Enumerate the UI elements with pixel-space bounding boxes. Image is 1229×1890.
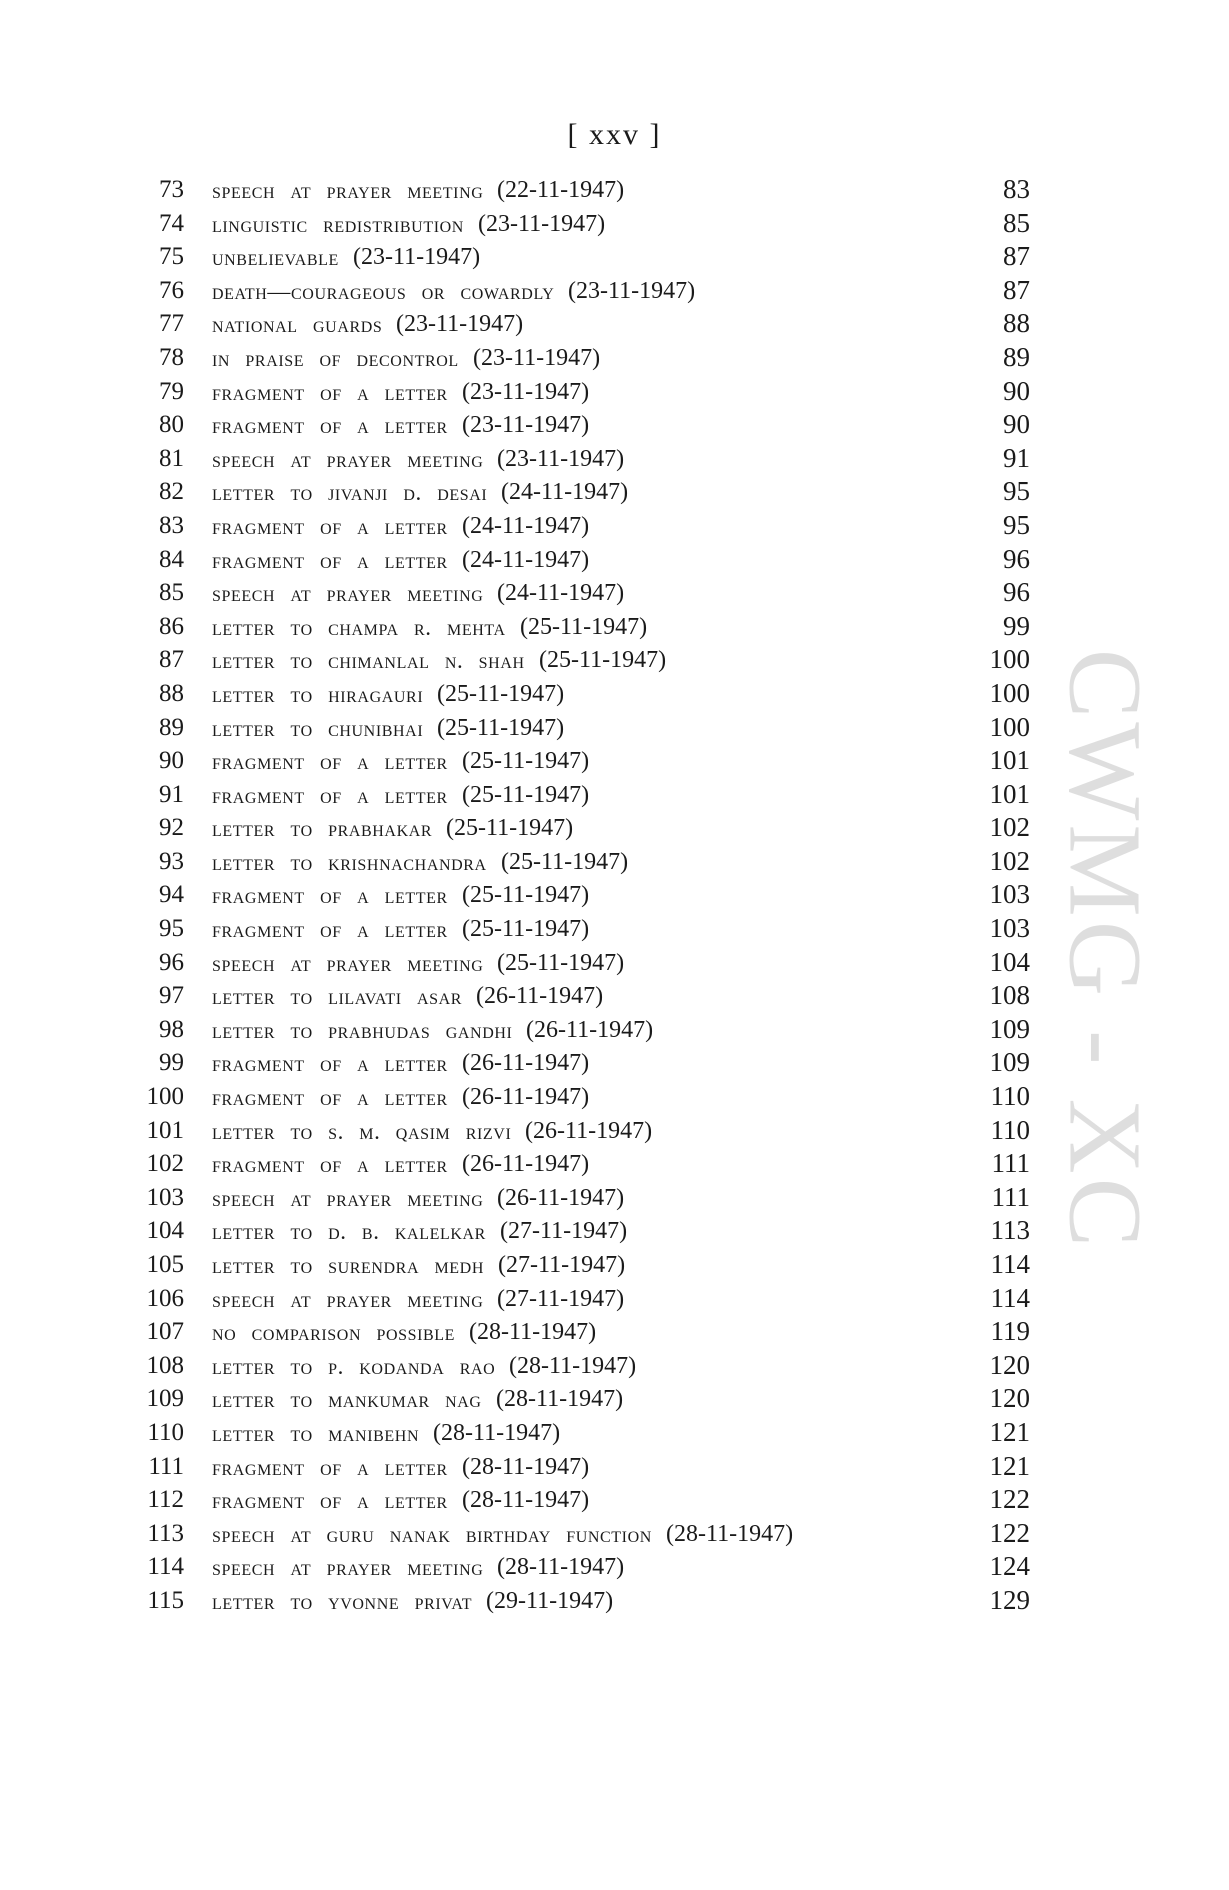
entry-title: fragment of a letter: [212, 749, 448, 775]
entry-number: 88: [159, 679, 184, 707]
entry-page-number: 99: [1003, 610, 1030, 641]
toc-entry: [0, 173, 1229, 207]
entry-page-number: 114: [990, 1282, 1030, 1313]
entry-title: speech at prayer meeting: [212, 1286, 484, 1312]
toc-entry: [0, 1349, 1229, 1383]
entry-date: (25-11-1947): [462, 781, 590, 808]
entry-title: linguistic redistribution: [212, 211, 464, 237]
entry-number: 112: [147, 1486, 184, 1514]
entry-date: (26-11-1947): [462, 1151, 590, 1178]
entry-number: 105: [146, 1251, 184, 1278]
entry-number: 90: [159, 747, 184, 775]
entry-page-number: 87: [1003, 274, 1030, 305]
entry-number: 77: [159, 310, 184, 338]
entry-number: 87: [159, 646, 184, 674]
entry-page-number: 122: [989, 1517, 1030, 1548]
entry-date: (23-11-1947): [478, 210, 606, 237]
entry-date: (28-11-1947): [469, 1319, 597, 1346]
entry-number: 103: [146, 1183, 184, 1211]
entry-number: 115: [147, 1586, 184, 1614]
entry-page-number: 109: [989, 1013, 1030, 1044]
toc-entry: [0, 1248, 1229, 1282]
entry-title: fragment of a letter: [212, 782, 448, 808]
entry-date: (25-11-1947): [462, 748, 590, 775]
entry-number: 92: [159, 814, 184, 842]
toc-entry: [0, 912, 1229, 946]
entry-page-number: 103: [989, 913, 1030, 944]
entry-date: (27-11-1947): [500, 1218, 628, 1245]
entry-title: letter to chunibhai: [212, 715, 424, 741]
entry-page-number: 102: [989, 812, 1030, 843]
entry-title: fragment of a letter: [212, 1051, 448, 1077]
entry-date: (26-11-1947): [462, 1050, 590, 1077]
entry-number: 89: [159, 713, 184, 741]
entry-title: in praise of decontrol: [212, 345, 459, 371]
entry-number: 79: [159, 377, 184, 405]
entry-page-number: 95: [1003, 476, 1030, 507]
entry-number: 113: [147, 1519, 184, 1547]
entry-page-number: 100: [989, 644, 1030, 675]
toc-entry: [0, 711, 1229, 745]
entry-page-number: 102: [989, 845, 1030, 876]
toc-entry: [0, 677, 1229, 711]
entry-title: letter to krishnachandra: [212, 849, 487, 875]
entry-page-number: 85: [1003, 207, 1030, 238]
entry-date: (29-11-1947): [486, 1587, 614, 1614]
entry-number: 96: [159, 948, 184, 976]
toc-entry: [0, 576, 1229, 610]
entry-page-number: 101: [989, 778, 1030, 809]
entry-page-number: 129: [989, 1584, 1030, 1615]
entry-number: 80: [159, 411, 184, 439]
toc-entry: [0, 643, 1229, 677]
toc-entry: [0, 1416, 1229, 1450]
entry-number: 81: [159, 444, 184, 472]
entry-number: 100: [146, 1083, 184, 1111]
entry-title: fragment of a letter: [212, 1454, 448, 1480]
entry-date: (25-11-1947): [462, 882, 590, 909]
entry-title: fragment of a letter: [212, 379, 448, 405]
entry-page-number: 124: [989, 1551, 1030, 1582]
entry-page-number: 119: [990, 1316, 1030, 1347]
entry-page-number: 100: [989, 711, 1030, 742]
entry-title: fragment of a letter: [212, 1152, 448, 1178]
entry-title: letter to mankumar nag: [212, 1387, 482, 1413]
toc-entry: [0, 1046, 1229, 1080]
entry-title: fragment of a letter: [212, 917, 448, 943]
entry-date: (26-11-1947): [462, 1084, 590, 1111]
entry-title: letter to chimanlal n. shah: [212, 648, 525, 674]
entry-page-number: 109: [989, 1047, 1030, 1078]
toc-entry: [0, 240, 1229, 274]
toc-entry: [0, 1282, 1229, 1316]
entry-page-number: 87: [1003, 241, 1030, 272]
toc-entry: [0, 845, 1229, 879]
entry-title: no comparison possible: [212, 1320, 456, 1346]
entry-number: 101: [146, 1116, 184, 1144]
entry-number: 111: [148, 1452, 184, 1480]
entry-page-number: 91: [1003, 442, 1030, 473]
entry-title: national guards: [212, 312, 383, 338]
entry-number: 76: [159, 276, 184, 304]
toc-entry: [0, 1382, 1229, 1416]
table-of-contents: [0, 173, 1229, 1618]
entry-number: 110: [147, 1418, 184, 1446]
entry-date: (28-11-1947): [462, 1487, 590, 1514]
entry-number: 74: [159, 209, 184, 237]
entry-title: letter to surendra medh: [212, 1253, 484, 1278]
entry-date: (28-11-1947): [462, 1453, 590, 1480]
entry-page-number: 113: [990, 1215, 1030, 1246]
entry-page-number: 83: [1003, 174, 1030, 204]
entry-page-number: 90: [1003, 375, 1030, 406]
entry-number: 73: [159, 176, 184, 203]
toc-entry: [0, 375, 1229, 409]
entry-page-number: 96: [1003, 543, 1030, 574]
entry-date: (25-11-1947): [539, 647, 667, 674]
entry-date: (27-11-1947): [497, 1285, 625, 1312]
entry-title: letter to prabhakar: [212, 816, 433, 842]
entry-number: 114: [147, 1553, 184, 1581]
page-number-header: [ xxv ]: [567, 118, 662, 151]
entry-date: (23-11-1947): [473, 344, 601, 371]
toc-entry: [0, 207, 1229, 241]
entry-number: 78: [159, 343, 184, 371]
entry-number: 97: [159, 982, 184, 1010]
entry-date: (24-11-1947): [462, 512, 590, 539]
toc-entry: [0, 1147, 1229, 1181]
entry-page-number: 89: [1003, 341, 1030, 372]
entry-title: fragment of a letter: [212, 1488, 448, 1514]
entry-page-number: 111: [991, 1148, 1030, 1179]
entry-date: (25-11-1947): [497, 949, 625, 976]
entry-page-number: 88: [1003, 308, 1030, 339]
toc-entry: [0, 946, 1229, 980]
entry-date: (25-11-1947): [501, 848, 629, 875]
entry-number: 82: [159, 478, 184, 506]
entry-date: (26-11-1947): [525, 1117, 653, 1144]
entry-date: (28-11-1947): [433, 1419, 561, 1446]
entry-page-number: 90: [1003, 409, 1030, 440]
entry-number: 91: [159, 780, 184, 808]
entry-page-number: 96: [1003, 577, 1030, 608]
entry-page-number: 114: [990, 1249, 1030, 1279]
entry-page-number: 120: [989, 1349, 1030, 1380]
entry-title: letter to champa r. mehta: [212, 614, 506, 640]
toc-entry: [0, 1483, 1229, 1517]
entry-date: (27-11-1947): [498, 1252, 626, 1278]
entry-page-number: 121: [989, 1450, 1030, 1481]
entry-title: fragment of a letter: [212, 883, 448, 909]
entry-date: (28-11-1947): [496, 1386, 624, 1413]
entry-date: (28-11-1947): [666, 1520, 794, 1547]
entry-number: 109: [146, 1385, 184, 1413]
entry-page-number: 121: [989, 1416, 1030, 1447]
entry-date: (25-11-1947): [462, 916, 590, 943]
toc-entry: [0, 274, 1229, 308]
entry-title: letter to s. m. qasim rizvi: [212, 1118, 512, 1144]
toc-entry: [0, 408, 1229, 442]
entry-date: (26-11-1947): [497, 1184, 625, 1211]
entry-title: speech at prayer meeting: [212, 1555, 484, 1581]
entry-number: 83: [159, 511, 184, 539]
entry-title: speech at prayer meeting: [212, 581, 484, 607]
entry-title: speech at guru nanak birthday function: [212, 1521, 652, 1547]
entry-title: letter to hiragauri: [212, 681, 424, 707]
toc-entry: [0, 1181, 1229, 1215]
entry-page-number: 122: [989, 1484, 1030, 1515]
entry-date: (25-11-1947): [520, 613, 648, 640]
entry-page-number: 110: [990, 1081, 1030, 1112]
entry-page-number: 104: [989, 946, 1030, 977]
entry-title: speech at prayer meeting: [212, 446, 484, 472]
toc-entry: [0, 1013, 1229, 1047]
entry-title: letter to d. b. kalelkar: [212, 1219, 486, 1245]
toc-entry: [0, 543, 1229, 577]
toc-entry: [0, 878, 1229, 912]
entry-title: letter to p. kodanda rao: [212, 1353, 496, 1379]
entry-number: 84: [159, 545, 184, 573]
entry-number: 86: [159, 612, 184, 640]
toc-entry: [0, 979, 1229, 1013]
entry-title: fragment of a letter: [212, 413, 448, 439]
entry-number: 99: [159, 1049, 184, 1077]
entry-page-number: 120: [989, 1383, 1030, 1414]
entry-date: (28-11-1947): [509, 1352, 637, 1379]
entry-page-number: 100: [989, 677, 1030, 708]
toc-entry: [0, 1450, 1229, 1484]
entry-title: speech at prayer meeting: [212, 950, 484, 976]
entry-date: (22-11-1947): [497, 177, 625, 203]
entry-date: (24-11-1947): [497, 580, 625, 607]
toc-entry: [0, 1080, 1229, 1114]
entry-title: speech at prayer meeting: [212, 178, 484, 203]
entry-date: (25-11-1947): [446, 815, 574, 842]
entry-title: fragment of a letter: [212, 1085, 448, 1111]
entry-date: (25-11-1947): [437, 714, 565, 741]
toc-entry: [0, 1517, 1229, 1551]
toc-entry: [0, 1550, 1229, 1584]
entry-page-number: 108: [989, 980, 1030, 1011]
toc-entry: [0, 744, 1229, 778]
toc-entry: [0, 442, 1229, 476]
entry-title: letter to jivanji d. desai: [212, 480, 488, 506]
entry-date: (24-11-1947): [462, 546, 590, 573]
toc-entry: [0, 1114, 1229, 1148]
entry-date: (23-11-1947): [462, 412, 590, 439]
entry-title: letter to yvonne privat: [212, 1588, 473, 1614]
entry-number: 102: [146, 1150, 184, 1178]
toc-entry: [0, 1584, 1229, 1618]
entry-date: (26-11-1947): [476, 983, 604, 1010]
entry-number: 94: [159, 881, 184, 909]
toc-entry: [0, 811, 1229, 845]
entry-page-number: 110: [990, 1114, 1030, 1145]
entry-number: 104: [146, 1217, 184, 1245]
entry-date: (23-11-1947): [396, 311, 524, 338]
entry-date: (23-11-1947): [497, 445, 625, 472]
entry-number: 98: [159, 1015, 184, 1043]
toc-entry: [0, 475, 1229, 509]
toc-entry: [0, 509, 1229, 543]
entry-number: 85: [159, 579, 184, 607]
entry-title: fragment of a letter: [212, 547, 448, 573]
entry-number: 95: [159, 915, 184, 943]
entry-number: 108: [146, 1351, 184, 1379]
entry-date: (23-11-1947): [353, 244, 481, 271]
entry-date: (23-11-1947): [568, 277, 696, 304]
entry-page-number: 101: [989, 745, 1030, 776]
watermark-text: CWMG - XC: [1047, 648, 1163, 1252]
entry-number: 93: [159, 847, 184, 875]
toc-entry: [0, 610, 1229, 644]
toc-entry: [0, 1315, 1229, 1349]
entry-date: (26-11-1947): [526, 1016, 654, 1043]
toc-entry: [0, 1214, 1229, 1248]
entry-number: 106: [146, 1284, 184, 1312]
entry-title: letter to manibehn: [212, 1420, 420, 1446]
entry-date: (24-11-1947): [501, 479, 629, 506]
entry-number: 75: [159, 243, 184, 271]
entry-page-number: 111: [991, 1181, 1030, 1212]
entry-date: (25-11-1947): [437, 680, 565, 707]
toc-entry: [0, 307, 1229, 341]
entry-date: (23-11-1947): [462, 378, 590, 405]
entry-page-number: 95: [1003, 509, 1030, 540]
entry-title: unbelievable: [212, 245, 339, 271]
entry-number: 107: [146, 1318, 184, 1346]
entry-title: fragment of a letter: [212, 513, 448, 539]
entry-title: speech at prayer meeting: [212, 1185, 484, 1211]
entry-title: death—courageous or cowardly: [212, 278, 555, 304]
entry-title: letter to lilavati asar: [212, 984, 463, 1010]
entry-title: letter to prabhudas gandhi: [212, 1017, 513, 1043]
entry-page-number: 103: [989, 879, 1030, 910]
toc-entry: [0, 341, 1229, 375]
entry-date: (28-11-1947): [497, 1554, 625, 1581]
toc-entry: [0, 778, 1229, 812]
